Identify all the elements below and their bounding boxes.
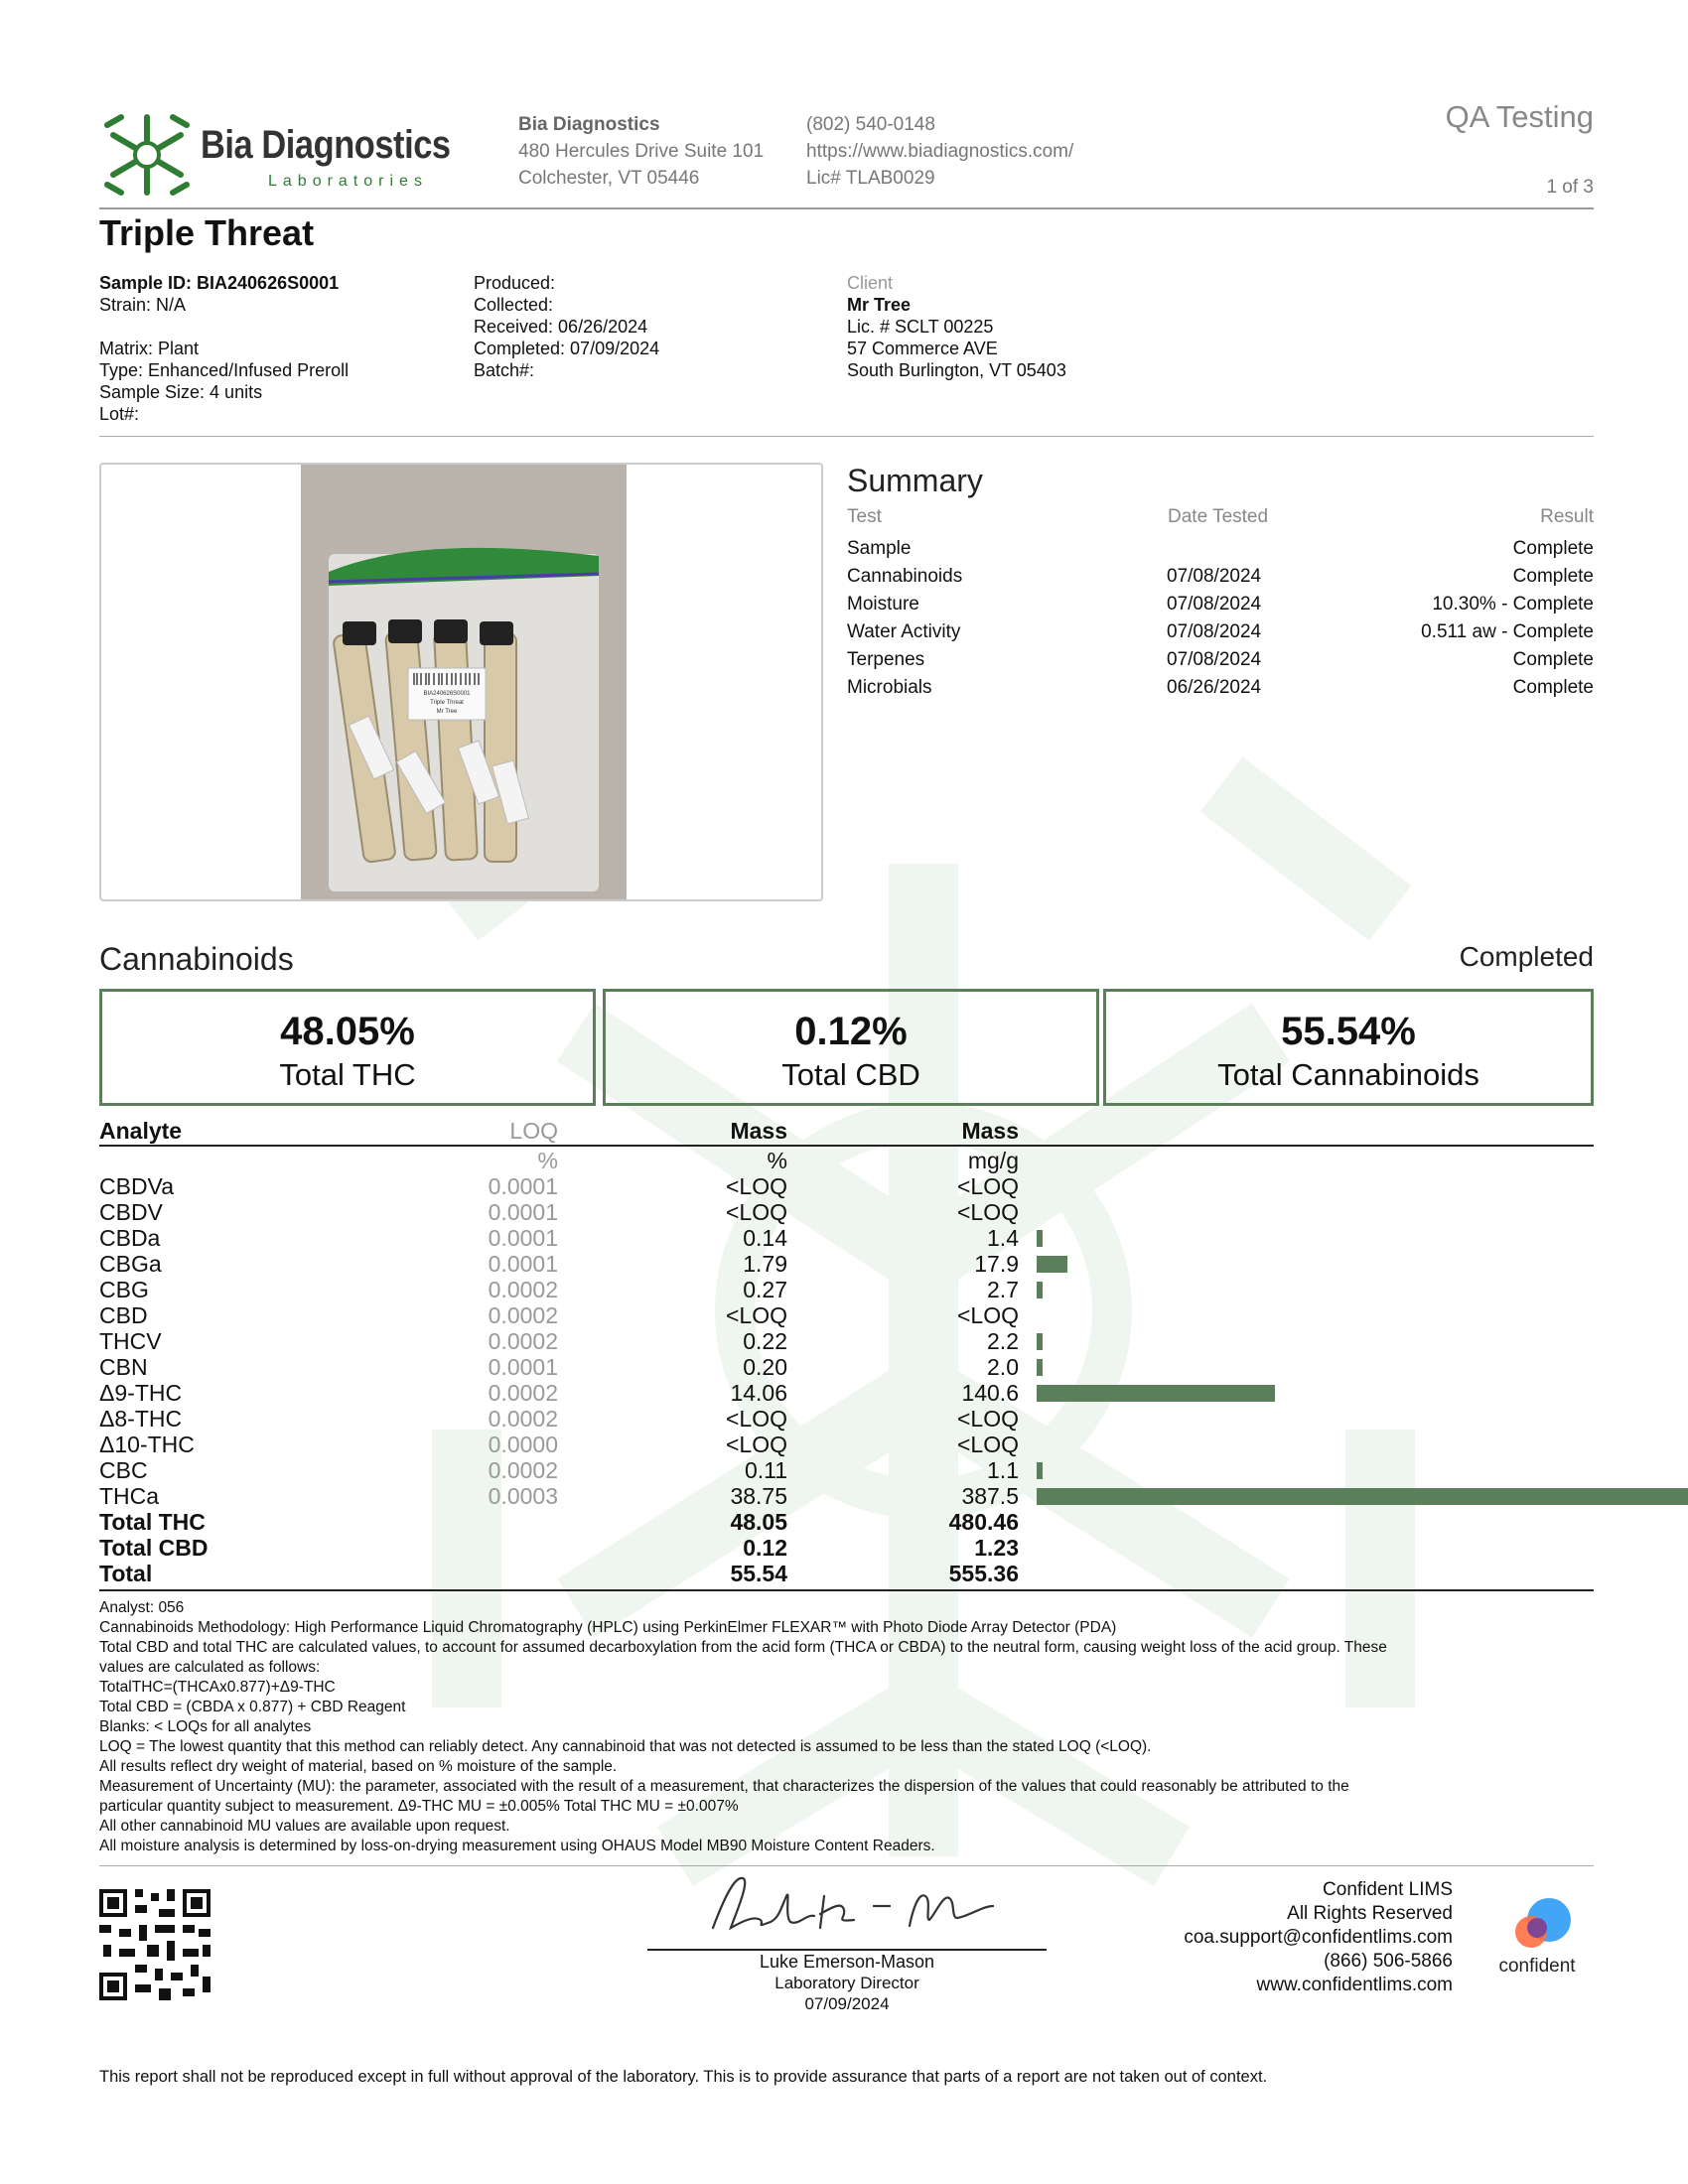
- note-line: Cannabinoids Methodology: High Performance Liquid Chromatography (HPLC) using PerkinElmer FLEXAR™ with Photo Diode Array Detector (PDA): [99, 1619, 1117, 1636]
- summary-header-test: Test: [847, 506, 882, 527]
- received-date: Received: 06/26/2024: [474, 317, 648, 337]
- batch-number: Batch#:: [474, 360, 535, 380]
- director-signature: [695, 1866, 1013, 1946]
- summary-test: Water Activity: [847, 621, 961, 642]
- note-line: All results reflect dry weight of material, based on % moisture of the sample.: [99, 1758, 618, 1775]
- analyte-loq: 0.0002: [488, 1328, 558, 1354]
- analyte-name: Δ10-THC: [99, 1432, 195, 1457]
- client-name: Mr Tree: [847, 295, 912, 315]
- total-thc-value: 48.05%: [280, 1010, 415, 1053]
- sample-info: [99, 272, 349, 425]
- note-line: All moisture analysis is determined by loss-on-drying measurement using OHAUS Model MB90 Moisture Content Readers.: [99, 1838, 935, 1854]
- total-cannabinoids-box: [1103, 989, 1594, 1106]
- summary-test: Microbials: [847, 677, 932, 698]
- summary-test: Terpenes: [847, 649, 925, 670]
- analyte-mass-pct: <LOQ: [725, 1406, 787, 1432]
- summary-header-date: Date Tested: [1168, 506, 1269, 527]
- analyte-mass-pct: 0.14: [743, 1225, 787, 1251]
- analyte-loq: 0.0003: [488, 1483, 558, 1509]
- analyte-name: THCa: [99, 1483, 160, 1509]
- lab-address-block: [518, 111, 764, 192]
- analyte-name: CBDa: [99, 1225, 161, 1251]
- signature-block: [647, 1952, 1047, 2014]
- note-line: All other cannabinoid MU values are available upon request.: [99, 1818, 510, 1835]
- client-license: Lic. # SCLT 00225: [847, 317, 994, 337]
- analyte-mass-pct: 38.75: [730, 1483, 787, 1509]
- analyte-mass-pct: 0.22: [743, 1328, 787, 1354]
- lab-name: Bia Diagnostics: [518, 114, 660, 135]
- summary-date: 06/26/2024: [1167, 677, 1262, 698]
- lims-rights: All Rights Reserved: [1287, 1903, 1453, 1924]
- total-row: [99, 1535, 1594, 1561]
- total-mass-mg: 1.23: [974, 1535, 1019, 1561]
- analyte-mass-mg: <LOQ: [956, 1406, 1019, 1432]
- sample-matrix: Matrix: Plant: [99, 339, 200, 358]
- note-line: Total CBD and total THC are calculated values, to account for assumed decarboxylation from the acid form (THCA or CBDA) to the neutral form, causing weight loss of the acid group. These: [99, 1639, 1387, 1656]
- analyte-mass-pct: <LOQ: [725, 1173, 787, 1199]
- summary-title: Summary: [847, 463, 983, 498]
- analyte-bar: [1037, 1230, 1043, 1247]
- note-line: Total CBD = (CBDA x 0.877) + CBD Reagent: [99, 1699, 406, 1715]
- lab-contact-block: [806, 111, 1073, 192]
- analyte-row: [99, 1483, 1594, 1509]
- header-loq: LOQ: [509, 1118, 558, 1144]
- analyte-bar: [1037, 1462, 1043, 1479]
- client-label: Client: [847, 273, 894, 293]
- summary-row: [847, 538, 1594, 566]
- analyte-name: CBC: [99, 1457, 148, 1483]
- lims-phone: (866) 506-5866: [1324, 1951, 1453, 1972]
- note-line: LOQ = The lowest quantity that this method can reliably detect. Any cannabinoid that was not detected is assumed to be less than the stated LOQ (<LOQ).: [99, 1738, 1152, 1755]
- summary-row: [847, 649, 1594, 677]
- analyte-row: [99, 1302, 1594, 1328]
- produced-date: Produced:: [474, 273, 556, 293]
- analyte-mass-pct: <LOQ: [725, 1302, 787, 1328]
- analyte-mass-mg: 17.9: [974, 1251, 1019, 1277]
- page-number: 1 of 3: [1546, 177, 1594, 198]
- summary-result: Complete: [1512, 649, 1594, 670]
- summary-row: [847, 621, 1594, 649]
- analyte-loq: 0.0002: [488, 1302, 558, 1328]
- summary-row: [847, 566, 1594, 594]
- analyte-row: [99, 1328, 1594, 1354]
- analyte-bar: [1037, 1282, 1043, 1298]
- analyte-loq: 0.0002: [488, 1277, 558, 1302]
- signature-date: 07/09/2024: [804, 1994, 890, 2013]
- analyte-loq: 0.0001: [488, 1225, 558, 1251]
- lab-license: Lic# TLAB0029: [806, 168, 935, 189]
- note-line: values are calculated as follows:: [99, 1659, 321, 1676]
- analyte-mass-pct: 1.79: [743, 1251, 787, 1277]
- lims-logo: [1489, 1896, 1599, 1985]
- summary-test: Cannabinoids: [847, 566, 963, 587]
- client-address-line2: South Burlington, VT 05403: [847, 360, 1066, 380]
- analyte-mass-mg: 140.6: [961, 1380, 1019, 1406]
- analyte-row: [99, 1251, 1594, 1277]
- analyte-mass-mg: 387.5: [961, 1483, 1019, 1509]
- analyte-mass-mg: 2.0: [987, 1354, 1019, 1380]
- total-row: [99, 1509, 1594, 1535]
- lab-logo-sub: Laboratories: [268, 173, 428, 190]
- analyte-row: [99, 1173, 1594, 1199]
- analyte-mass-mg: <LOQ: [956, 1199, 1019, 1225]
- qr-code[interactable]: [99, 1889, 211, 2000]
- analyte-mass-mg: <LOQ: [956, 1432, 1019, 1457]
- summary-date: 07/08/2024: [1167, 621, 1262, 642]
- analyte-name: CBGa: [99, 1251, 162, 1277]
- analyte-loq: 0.0002: [488, 1457, 558, 1483]
- director-name: Luke Emerson-Mason: [759, 1952, 935, 1972]
- note-line: Measurement of Uncertainty (MU): the parameter, associated with the result of a measurement, that characterizes the dispersion of the values that could reasonably be attributed to the: [99, 1778, 1349, 1795]
- total-mass-mg: 555.36: [948, 1561, 1019, 1586]
- analyte-loq: 0.0000: [488, 1432, 558, 1457]
- lab-logo-icon: [99, 107, 195, 203]
- analyte-mass-pct: 14.06: [730, 1380, 787, 1406]
- photo-label-line1: BIA240626S0001: [423, 691, 471, 697]
- analyte-loq: 0.0001: [488, 1173, 558, 1199]
- total-mass-mg: 480.46: [948, 1509, 1019, 1535]
- analyte-name: CBN: [99, 1354, 148, 1380]
- total-name: Total THC: [99, 1509, 206, 1535]
- total-thc-label: Total THC: [279, 1057, 416, 1092]
- analyte-mass-mg: 2.7: [987, 1277, 1019, 1302]
- analyte-name: Δ8-THC: [99, 1406, 183, 1432]
- report-type: QA Testing: [1445, 99, 1594, 134]
- lab-address-line1: 480 Hercules Drive Suite 101: [518, 141, 765, 162]
- collected-date: Collected:: [474, 295, 554, 315]
- cannabinoids-status: Completed: [1459, 941, 1594, 972]
- summary-result: 10.30% - Complete: [1432, 594, 1594, 614]
- header-mass-mg: Mass: [961, 1118, 1019, 1144]
- total-name: Total CBD: [99, 1535, 209, 1561]
- sample-lot: Lot#:: [99, 404, 140, 424]
- analyte-name: CBDV: [99, 1199, 163, 1225]
- analyte-mass-mg: 2.2: [987, 1328, 1019, 1354]
- total-mass-pct: 55.54: [730, 1561, 787, 1586]
- lims-contact-block: [1184, 1878, 1453, 1997]
- director-title: Laboratory Director: [774, 1974, 919, 1992]
- total-cannabinoids-label: Total Cannabinoids: [1217, 1057, 1479, 1092]
- completed-date: Completed: 07/09/2024: [474, 339, 660, 358]
- sample-photo-frame: [99, 463, 823, 901]
- analyte-mass-pct: 0.20: [743, 1354, 787, 1380]
- sample-strain: Strain: N/A: [99, 295, 187, 315]
- summary-date: 07/08/2024: [1167, 594, 1262, 614]
- total-mass-pct: 0.12: [743, 1535, 787, 1561]
- photo-label-line2: Triple Threat: [430, 700, 464, 706]
- photo-label-line3: Mr Tree: [436, 709, 458, 715]
- unit-mass-mg: mg/g: [967, 1148, 1019, 1173]
- header-analyte: Analyte: [99, 1118, 183, 1144]
- note-line: Analyst: 056: [99, 1599, 185, 1616]
- analyte-mass-mg: 1.1: [987, 1457, 1019, 1483]
- client-info: [847, 272, 1066, 381]
- analyte-mass-mg: 1.4: [987, 1225, 1019, 1251]
- lab-logo-name: Bia Diagnostics: [201, 123, 451, 167]
- summary-test: Sample: [847, 538, 912, 559]
- summary-header-result: Result: [1540, 506, 1594, 527]
- analyte-bar: [1037, 1385, 1275, 1402]
- lims-email[interactable]: coa.support@confidentlims.com: [1184, 1927, 1453, 1948]
- total-thc-box: [99, 989, 596, 1106]
- analyte-table-units: [99, 1148, 1594, 1173]
- analyte-name: THCV: [99, 1328, 162, 1354]
- total-cbd-label: Total CBD: [781, 1057, 920, 1092]
- table-header-rule: [99, 1145, 1594, 1147]
- sample-type: Type: Enhanced/Infused Preroll: [99, 360, 350, 380]
- total-cannabinoids-value: 55.54%: [1281, 1010, 1416, 1053]
- summary-result: Complete: [1512, 677, 1594, 698]
- summary-row: [847, 677, 1594, 705]
- lab-logo: [99, 107, 467, 203]
- analyte-row: [99, 1457, 1594, 1483]
- unit-loq: %: [537, 1148, 558, 1173]
- analyte-row: [99, 1277, 1594, 1302]
- analyte-bar: [1037, 1333, 1043, 1350]
- note-line: TotalTHC=(THCAx0.877)+Δ9-THC: [99, 1679, 336, 1696]
- analyte-row: [99, 1354, 1594, 1380]
- total-row: [99, 1561, 1594, 1586]
- analyte-mass-pct: 0.11: [744, 1457, 787, 1483]
- analyte-loq: 0.0001: [488, 1251, 558, 1277]
- analyte-loq: 0.0001: [488, 1354, 558, 1380]
- analyte-name: Δ9-THC: [99, 1380, 183, 1406]
- header-mass-pct: Mass: [730, 1118, 787, 1144]
- analyte-mass-pct: <LOQ: [725, 1432, 787, 1457]
- summary-date: 07/08/2024: [1167, 649, 1262, 670]
- total-name: Total: [99, 1561, 153, 1586]
- total-cbd-value: 0.12%: [794, 1010, 908, 1053]
- analyte-loq: 0.0002: [488, 1406, 558, 1432]
- lims-logo-text: confident: [1498, 1956, 1576, 1977]
- summary-row: [847, 594, 1594, 621]
- analyte-mass-pct: <LOQ: [725, 1199, 787, 1225]
- signature-line: [647, 1949, 1047, 1951]
- analyte-loq: 0.0002: [488, 1380, 558, 1406]
- summary-result: Complete: [1512, 538, 1594, 559]
- analyte-name: CBD: [99, 1302, 148, 1328]
- analyte-table-header: [99, 1118, 1594, 1144]
- summary-header: [847, 506, 1594, 534]
- analyte-name: CBDVa: [99, 1173, 174, 1199]
- lims-name: Confident LIMS: [1323, 1879, 1453, 1900]
- analyte-row: [99, 1199, 1594, 1225]
- methodology-notes: [99, 1598, 1387, 1856]
- analyte-bar: [1037, 1359, 1043, 1376]
- unit-mass-pct: %: [767, 1148, 787, 1173]
- cannabinoids-title: Cannabinoids: [99, 941, 294, 977]
- note-line: particular quantity subject to measurement. Δ9-THC MU = ±0.005% Total THC MU = ±0.007%: [99, 1798, 739, 1815]
- analyte-row: [99, 1380, 1594, 1406]
- analyte-bar: [1037, 1488, 1688, 1505]
- sample-dates: [474, 272, 659, 381]
- analyte-loq: 0.0001: [488, 1199, 558, 1225]
- analyte-name: CBG: [99, 1277, 149, 1302]
- sample-id: Sample ID: BIA240626S0001: [99, 273, 340, 293]
- note-line: Blanks: < LOQs for all analytes: [99, 1718, 312, 1735]
- info-divider: [99, 436, 1594, 437]
- total-cbd-box: [603, 989, 1099, 1106]
- lab-phone: (802) 540-0148: [806, 114, 935, 135]
- header-divider: [99, 207, 1594, 209]
- analyte-row: [99, 1432, 1594, 1457]
- summary-result: Complete: [1512, 566, 1594, 587]
- sample-photo: [301, 465, 627, 899]
- lims-website[interactable]: www.confidentlims.com: [1256, 1975, 1453, 1995]
- analyte-mass-pct: 0.27: [743, 1277, 787, 1302]
- sample-size: Sample Size: 4 units: [99, 382, 263, 402]
- analyte-mass-mg: <LOQ: [956, 1302, 1019, 1328]
- summary-test: Moisture: [847, 594, 919, 614]
- analyte-row: [99, 1225, 1594, 1251]
- summary-date: 07/08/2024: [1167, 566, 1262, 587]
- lab-address-line2: Colchester, VT 05446: [518, 168, 700, 189]
- summary-result: 0.511 aw - Complete: [1421, 621, 1594, 642]
- client-address-line1: 57 Commerce AVE: [847, 339, 998, 358]
- analyte-mass-mg: <LOQ: [956, 1173, 1019, 1199]
- disclaimer: This report shall not be reproduced except in full without approval of the laboratory. This is to provide assurance that parts of a report are not taken out of context.: [99, 2068, 1268, 2086]
- total-mass-pct: 48.05: [730, 1509, 787, 1535]
- lims-logo-icon: [1489, 1896, 1599, 1956]
- report-title: Triple Threat: [99, 212, 315, 253]
- analyte-row: [99, 1406, 1594, 1432]
- lab-website[interactable]: https://www.biadiagnostics.com/: [806, 141, 1074, 162]
- table-bottom-rule: [99, 1589, 1594, 1591]
- analyte-bar: [1037, 1256, 1067, 1273]
